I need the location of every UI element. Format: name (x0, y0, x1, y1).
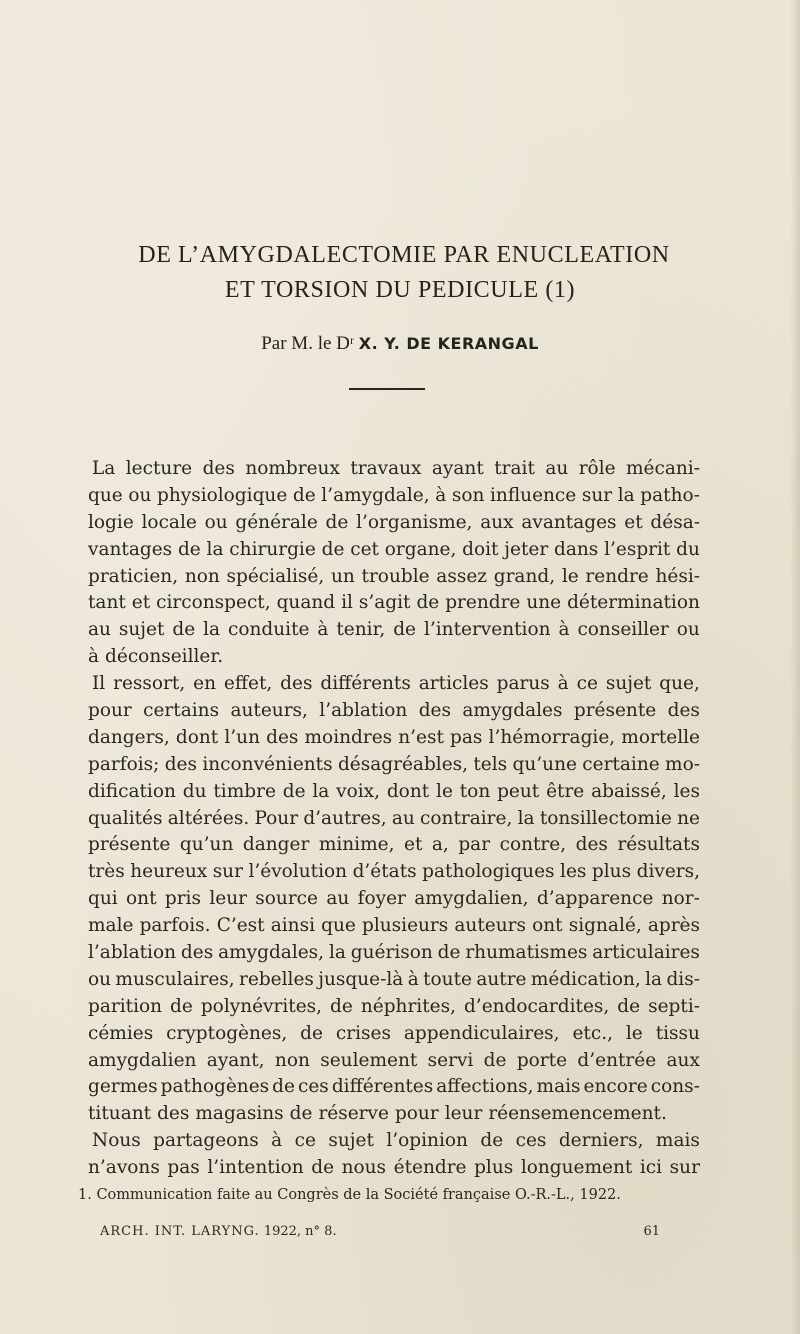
word: sujet (605, 673, 652, 695)
word: à (558, 619, 570, 641)
word: l’hémorragie, (488, 726, 616, 748)
word: générale (235, 511, 318, 533)
word: circonspect, (156, 592, 271, 614)
word: porte (516, 1049, 568, 1071)
word: ou (204, 511, 228, 533)
word: la (203, 619, 221, 641)
word: prendre (445, 592, 521, 614)
word: de (311, 1157, 335, 1179)
word: l’ablation (88, 942, 177, 964)
body-line (88, 725, 700, 752)
word: seulement (320, 1049, 418, 1071)
word: sur (669, 1157, 700, 1179)
word: les (560, 861, 587, 883)
word: ces (515, 1130, 547, 1152)
body-line (88, 859, 700, 886)
word: guérison (350, 942, 433, 964)
title-line-2: ET TORSION DU PEDICULE (1) (224, 277, 576, 303)
word: voix, (336, 780, 380, 802)
word: auteurs (454, 915, 526, 937)
word: très (88, 861, 125, 883)
word: La (92, 458, 116, 479)
word: Nous (92, 1130, 141, 1152)
word: détermination (567, 592, 700, 614)
word: d’états (352, 861, 417, 883)
word: être (546, 780, 585, 802)
word: amygdalien (88, 1049, 197, 1071)
word: aux (666, 1049, 700, 1071)
body-line (88, 564, 700, 591)
word: etc., (572, 1022, 613, 1044)
word: sur (212, 861, 243, 883)
body-line (88, 698, 700, 725)
word: que (321, 915, 356, 937)
word: pour (394, 1103, 439, 1125)
word: ressort, (113, 673, 186, 695)
body-line (88, 456, 700, 483)
word: locale (141, 511, 197, 533)
word: qui (88, 888, 118, 910)
word: la (645, 968, 663, 990)
word: physiologique (157, 484, 288, 506)
word: Pour (254, 807, 299, 829)
word: abaissé, (591, 780, 667, 802)
word: altérées. (167, 807, 250, 829)
word: ou (88, 968, 112, 990)
word: au (326, 888, 350, 910)
word: et (131, 592, 151, 614)
body-line (88, 967, 700, 994)
word: C’est (216, 915, 265, 937)
word: ne (677, 807, 700, 829)
word: l’ablation (319, 700, 408, 722)
word: ayant (431, 458, 484, 479)
word: l’intervention (423, 619, 551, 641)
word: amygdalien, (414, 888, 529, 910)
body-line (88, 1048, 700, 1075)
word: ce (294, 1130, 316, 1152)
word: à (88, 646, 100, 668)
word: mortelle (621, 726, 700, 748)
word: sujet (118, 619, 165, 641)
body-line (88, 644, 700, 671)
word: les (673, 780, 700, 802)
body-line (88, 913, 700, 940)
word: partageons (153, 1130, 259, 1152)
word: musculaires, (115, 968, 235, 990)
word: articles (418, 673, 489, 695)
word: influence (489, 484, 577, 506)
word: présente (88, 834, 171, 856)
word: auteurs, (230, 700, 308, 722)
word: ainsi (270, 915, 316, 937)
word: ces (297, 1076, 329, 1098)
word: différents (320, 673, 411, 695)
body-line (88, 510, 700, 537)
word: praticien, (88, 565, 179, 587)
word: mais (536, 1076, 581, 1098)
word: tituant (88, 1103, 152, 1125)
word: cryptogènes, (166, 1022, 288, 1044)
word: crises (335, 1022, 391, 1044)
word: au (88, 619, 111, 641)
word: quand (276, 592, 336, 614)
word: conseiller (577, 619, 669, 641)
word: tissu (655, 1022, 700, 1044)
word: plusieurs (361, 915, 449, 937)
word: de (282, 780, 306, 802)
word: des (180, 942, 214, 964)
body-line (88, 806, 700, 833)
word: de (480, 1130, 504, 1152)
word: amygdales (462, 700, 563, 722)
word: lecture (125, 458, 193, 479)
word: que, (659, 673, 700, 695)
word: plus (474, 1157, 514, 1179)
word: rebelles (239, 968, 314, 990)
word: des (667, 700, 700, 722)
word: parfois. (139, 915, 211, 937)
word: nombreux (245, 458, 340, 479)
word: timbre (213, 780, 276, 802)
word: qu’une (512, 753, 577, 775)
word: sur (581, 484, 613, 506)
word: d’apparence (536, 888, 654, 910)
word: heureux (130, 861, 208, 883)
word: parfois; (88, 753, 160, 775)
body-line (88, 940, 700, 967)
word: et (404, 834, 423, 856)
word: réserve (318, 1103, 389, 1125)
title-line-1: DE L’AMYGDALECTOMIE PAR ENUCLEATION (138, 242, 670, 268)
word: sujet (328, 1130, 374, 1152)
word: toute (423, 968, 472, 990)
word: aux (480, 511, 514, 533)
body-line (88, 590, 700, 617)
word: effet, (223, 673, 273, 695)
word: le (436, 780, 453, 802)
body-line (88, 671, 700, 698)
word: moindres (304, 726, 393, 748)
word: dans (554, 538, 599, 560)
word: de (300, 1022, 323, 1044)
word: articulaires (592, 942, 700, 964)
body-line (88, 617, 700, 644)
word: autre (476, 968, 527, 990)
word: divers, (636, 861, 700, 883)
word: amygdales, (218, 942, 325, 964)
body-line (88, 886, 700, 913)
word: à (557, 673, 569, 695)
word: n’avons (88, 1157, 160, 1179)
word: la (617, 484, 635, 506)
word: foyer (357, 888, 406, 910)
word: l’esprit (604, 538, 671, 560)
word: dis- (666, 968, 700, 990)
word: des (157, 1103, 190, 1125)
article-body (88, 456, 700, 1182)
word: longuement (520, 1157, 633, 1179)
word: des (575, 834, 608, 856)
word: septi- (648, 995, 700, 1017)
word: dangers, (88, 726, 170, 748)
word: leur (209, 888, 247, 910)
word: contre, (499, 834, 567, 856)
word: tonsillectomie (539, 807, 672, 829)
word: magasins (195, 1103, 284, 1125)
body-line (88, 1021, 700, 1048)
word: des (266, 726, 299, 748)
word: minime, (318, 834, 395, 856)
body-line (88, 779, 700, 806)
word: du (182, 780, 207, 802)
word: son (451, 484, 485, 506)
word: pas (167, 1157, 200, 1179)
word: de (617, 995, 641, 1017)
word: jusque-là (318, 968, 404, 990)
journal-name: ARCH. INT. LARYNG. (100, 1224, 260, 1239)
word: d’endocardites, (463, 995, 610, 1017)
byline-prefix: Par M. le Dʳ (261, 333, 355, 354)
word: résultats (617, 834, 700, 856)
page-number: 61 (643, 1224, 660, 1239)
word: tenir, (336, 619, 386, 641)
word: l’évolution (248, 861, 348, 883)
word: appendiculaires, (403, 1022, 560, 1044)
word: a, (431, 834, 449, 856)
word: du (676, 538, 700, 560)
word: désagréables, (337, 753, 469, 775)
body-line (88, 752, 700, 779)
word: l’un (224, 726, 260, 748)
word: encore (583, 1076, 648, 1098)
word: par (458, 834, 491, 856)
body-line (88, 1128, 700, 1155)
word: mo- (665, 753, 700, 775)
word: pathologiques (422, 861, 555, 883)
word: peut (497, 780, 540, 802)
word: travaux (350, 458, 422, 479)
word: certains (143, 700, 220, 722)
page-edge-shadow (790, 0, 800, 1334)
word: tels (473, 753, 508, 775)
word: vantages (88, 538, 173, 560)
word: à (271, 1130, 283, 1152)
word: patho- (640, 484, 700, 506)
word: désa- (650, 511, 700, 533)
word: non (274, 1049, 310, 1071)
word: organe, (384, 538, 457, 560)
word: nous (341, 1157, 387, 1179)
word: tant (88, 592, 126, 614)
word: danger (242, 834, 310, 856)
body-line (88, 537, 700, 564)
body-line (88, 994, 700, 1021)
word: au (545, 458, 569, 479)
body-line (88, 1155, 700, 1182)
word: ici (639, 1157, 663, 1179)
body-line (88, 483, 700, 510)
word: pathogènes (160, 1076, 270, 1098)
word: des (164, 753, 197, 775)
word: trait (494, 458, 535, 479)
body-line (88, 1101, 700, 1128)
word: assez (436, 565, 488, 587)
word: la (328, 942, 346, 964)
word: ce (576, 673, 598, 695)
running-footer (100, 1224, 660, 1239)
word: des (202, 458, 235, 479)
word: qu’un (179, 834, 234, 856)
author-byline (0, 333, 800, 355)
word: la (312, 780, 330, 802)
word: s’agit (358, 592, 411, 614)
word: la (517, 807, 535, 829)
word: en (193, 673, 216, 695)
word: néphrites, (360, 995, 456, 1017)
word: non (184, 565, 220, 587)
word: le (625, 1022, 643, 1044)
word: dont (386, 780, 430, 802)
word: de (272, 1076, 295, 1098)
word: doit (462, 538, 499, 560)
word: d’autres, (303, 807, 387, 829)
author-name: X. Y. DE KERANGAL (358, 334, 539, 353)
word: parus (496, 673, 550, 695)
word: parition (88, 995, 163, 1017)
word: déconseiller. (105, 646, 224, 668)
word: à (407, 968, 419, 990)
word: n’est (398, 726, 444, 748)
word: hési- (655, 565, 700, 587)
word: ou (676, 619, 700, 641)
word: affections, (436, 1076, 534, 1098)
word: ont (532, 915, 563, 937)
word: mécani- (626, 458, 700, 479)
word: de (177, 538, 201, 560)
word: ayant, (206, 1049, 265, 1071)
word: chirurgie (229, 538, 316, 560)
word: derniers, (558, 1130, 644, 1152)
word: de (483, 1049, 507, 1071)
word: rendre (585, 565, 649, 587)
word: des (280, 673, 313, 695)
word: l’intention (207, 1157, 304, 1179)
word: étendre (393, 1157, 467, 1179)
word: de (393, 619, 417, 641)
word: au (391, 807, 415, 829)
word: de (325, 511, 349, 533)
word: ou (128, 484, 152, 506)
word: conduite (227, 619, 310, 641)
footnote: 1. Communication faite au Congrès de la Société française O.-R.-L., 1922. (78, 1187, 621, 1203)
word: une (526, 592, 562, 614)
word: rôle (578, 458, 616, 479)
word: source (255, 888, 318, 910)
word: la (206, 538, 224, 560)
word: contraire, (420, 807, 513, 829)
journal-issue: 1922, n° 8. (263, 1224, 337, 1239)
word: logie (88, 511, 134, 533)
word: l’organisme, (356, 511, 473, 533)
word: nor- (661, 888, 700, 910)
title-separator-rule (349, 388, 425, 390)
word: dification (88, 780, 176, 802)
word: que (88, 484, 123, 506)
word: male (88, 915, 134, 937)
word: trouble (361, 565, 430, 587)
word: à (435, 484, 447, 506)
word: leur (444, 1103, 483, 1125)
word: de (437, 942, 461, 964)
word: avantages (521, 511, 617, 533)
body-line (88, 1074, 700, 1101)
word: jeter (504, 538, 549, 560)
word: germes (88, 1076, 158, 1098)
word: et (624, 511, 643, 533)
word: présente (573, 700, 657, 722)
word: un (330, 565, 355, 587)
word: Il (92, 673, 106, 695)
word: l’opinion (386, 1130, 468, 1152)
word: ont (126, 888, 157, 910)
word: de (330, 995, 353, 1017)
word: l’amygdale, (321, 484, 430, 506)
word: ton (459, 780, 491, 802)
word: signalé, (568, 915, 642, 937)
word: d’entrée (577, 1049, 657, 1071)
word: à (317, 619, 329, 641)
word: qualités (88, 807, 163, 829)
word: de (172, 619, 196, 641)
word: cémies (88, 1022, 154, 1044)
body-line (88, 832, 700, 859)
word: de (289, 1103, 313, 1125)
word: des (418, 700, 451, 722)
word: mais (655, 1130, 700, 1152)
word: certaine (582, 753, 660, 775)
word: de (292, 484, 316, 506)
word: dont (175, 726, 219, 748)
word: de (416, 592, 440, 614)
word: polynévrites, (200, 995, 323, 1017)
word: grand, (493, 565, 556, 587)
word: différentes (331, 1076, 434, 1098)
word: pris (164, 888, 201, 910)
word: il (341, 592, 353, 614)
article-title (0, 238, 800, 308)
word: pour (88, 700, 132, 722)
word: le (561, 565, 579, 587)
word: cet (350, 538, 379, 560)
word: servi (427, 1049, 474, 1071)
word: inconvénients (202, 753, 333, 775)
word: plus (591, 861, 632, 883)
word: médication, (530, 968, 641, 990)
word: après (647, 915, 700, 937)
word: de (170, 995, 193, 1017)
word: réensemencement. (488, 1103, 667, 1125)
word: de (321, 538, 345, 560)
word: cons- (650, 1076, 700, 1098)
word: rhumatismes (465, 942, 588, 964)
word: pas (450, 726, 483, 748)
word: spécialisé, (226, 565, 325, 587)
